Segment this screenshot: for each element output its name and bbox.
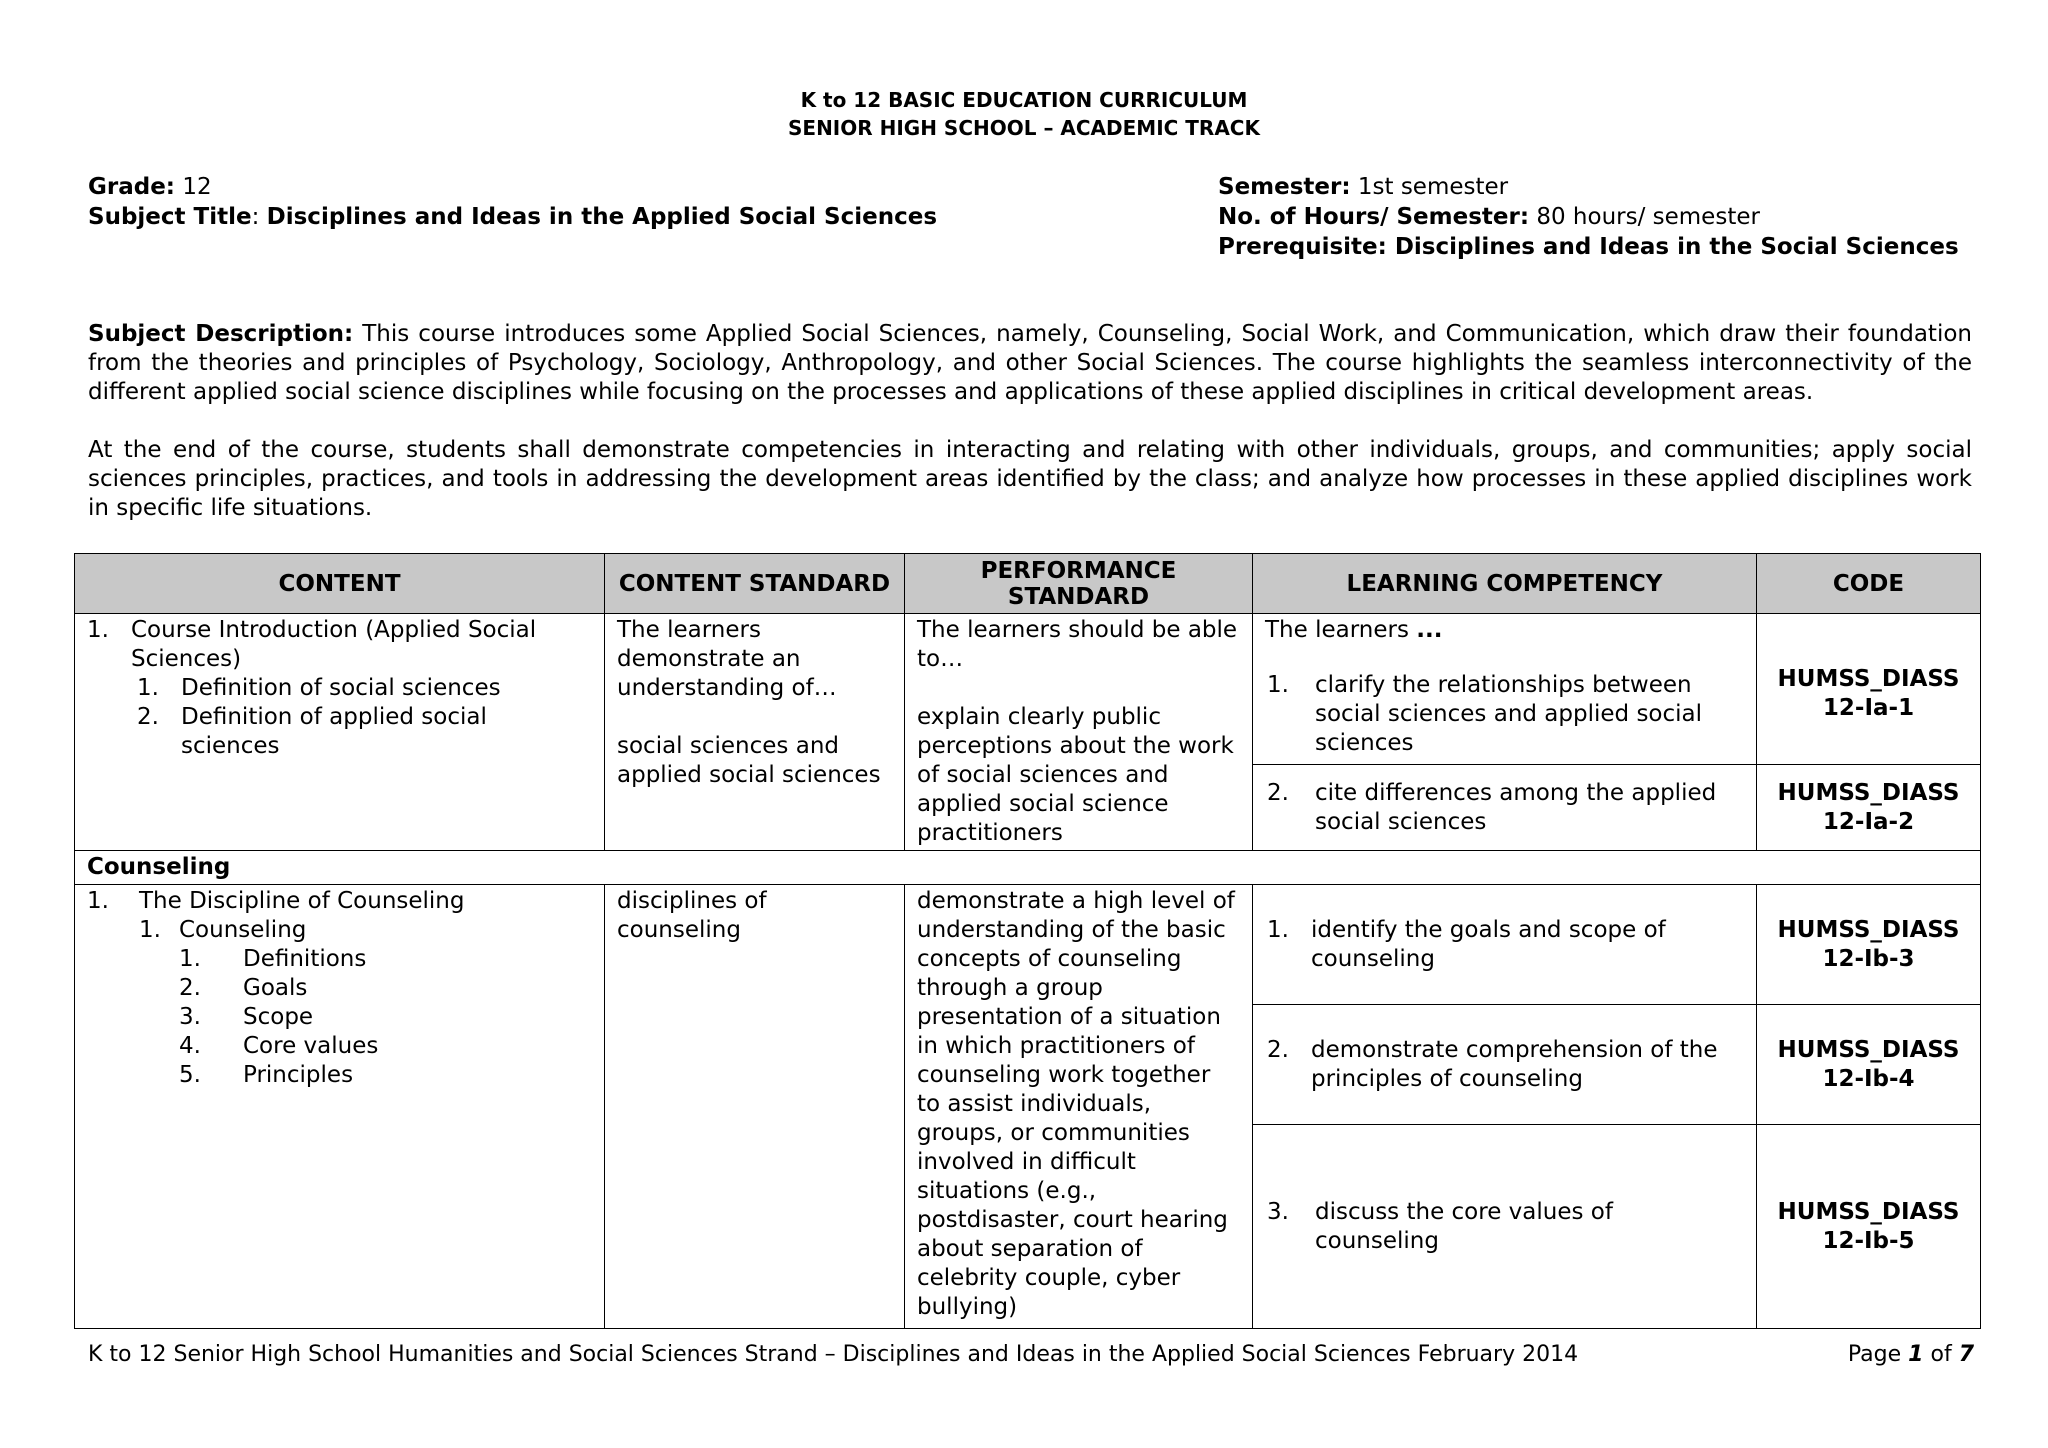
list-item: [179, 1032, 592, 1061]
page-number: 1: [1908, 1342, 1924, 1367]
competency-cell: [1253, 1125, 1757, 1329]
competency-item: [1265, 779, 1744, 837]
list-number: 1.: [139, 917, 161, 943]
list-text: Core values: [243, 1033, 379, 1059]
content-sublist: [137, 674, 592, 761]
code-prefix: HUMSS_DIASS: [1777, 666, 1960, 693]
table-row: [75, 885, 1981, 1005]
competency-item: [1265, 916, 1744, 974]
list-number: 1.: [87, 888, 109, 914]
document-header: [0, 86, 2048, 142]
list-item: [179, 945, 592, 974]
header-line-1: K to 12 BASIC EDUCATION CURRICULUM: [800, 88, 1248, 112]
code-suffix: 12-Ia-1: [1822, 695, 1915, 722]
semester-value: 1st semester: [1350, 174, 1509, 200]
code-suffix: 12-Ib-5: [1822, 1227, 1915, 1254]
competency-text: demonstrate comprehension of the principles of counseling: [1311, 1036, 1718, 1092]
lc-intro-text: The learners: [1265, 617, 1417, 643]
list-text: Definition of applied social sciences: [181, 704, 487, 759]
list-text: Counseling: [179, 917, 307, 943]
ps-intro: The learners should be able to…: [917, 617, 1238, 672]
cs-value: social sciences and applied social sciences: [617, 733, 881, 788]
code-prefix: HUMSS_DIASS: [1777, 916, 1960, 943]
list-number: 2.: [1267, 1036, 1289, 1063]
list-item: [137, 703, 592, 761]
prereq-line: [1218, 232, 1959, 262]
page-label: Page: [1847, 1342, 1909, 1367]
grade-label: Grade:: [88, 174, 176, 200]
description-text: This course introduces some Applied Social Sciences, namely, Counseling, Social Work, and Communication, which draw their foundation from the theories and principles of Psychology, Sociology, Anthropology, and other Social Sciences. The course highlights the seamless interconnectivity of the different applied social science disciplines while focusing on the processes and applications of these applied disciplines in critical development areas.: [88, 321, 1972, 405]
prereq-label: Prerequisite:: [1218, 234, 1387, 260]
list-item: [87, 616, 592, 761]
code-cell: [1757, 765, 1981, 851]
list-number: 5.: [179, 1062, 201, 1088]
header-learning-competency: LEARNING COMPETENCY: [1253, 554, 1757, 614]
prereq-value: Disciplines and Ideas in the Social Sciences: [1386, 234, 1959, 260]
header-content-standard: CONTENT STANDARD: [605, 554, 905, 614]
header-code: CODE: [1757, 554, 1981, 614]
subject-label: Subject Title: [88, 204, 252, 230]
content-title: Course Introduction (Applied Social Sciences): [131, 617, 537, 672]
code-prefix: HUMSS_DIASS: [1777, 1036, 1960, 1063]
header-line-2: SENIOR HIGH SCHOOL – ACADEMIC TRACK: [788, 116, 1260, 140]
ps-value: explain clearly public perceptions about the work of social sciences and applied social science practitioners: [917, 704, 1234, 846]
list-text: Definitions: [243, 946, 367, 972]
curriculum-table: [74, 553, 1981, 1329]
subject-line: [88, 202, 937, 232]
grade-value: 12: [175, 174, 212, 200]
performance-standard-cell: [905, 885, 1253, 1329]
code-cell: [1757, 614, 1981, 765]
subject-colon: :: [251, 204, 267, 230]
list-item: [87, 887, 592, 1090]
list-number: 3.: [1267, 1198, 1289, 1225]
performance-standard-cell: [905, 614, 1253, 851]
list-number: 1.: [1267, 672, 1289, 698]
list-number: 1.: [1267, 916, 1289, 943]
list-number: 2.: [137, 704, 159, 730]
code-cell: [1757, 1005, 1981, 1125]
competency-item: [1265, 1036, 1744, 1094]
subject-description: [88, 320, 1972, 407]
list-text: Goals: [243, 975, 308, 1001]
list-item: [139, 916, 592, 1090]
content-cell: [75, 614, 605, 851]
code-prefix: HUMSS_DIASS: [1777, 779, 1960, 806]
content-standard-cell: [605, 885, 905, 1329]
semester-label: Semester:: [1218, 174, 1351, 200]
content-list: [87, 616, 592, 761]
code-suffix: 12-Ib-4: [1822, 1065, 1915, 1092]
content-subsublist: [179, 945, 592, 1090]
list-text: Scope: [243, 1004, 314, 1030]
header-performance-standard: PERFORMANCE STANDARD: [905, 554, 1253, 614]
lc-intro: [1265, 616, 1744, 645]
competency-text: discuss the core values of counseling: [1315, 1198, 1613, 1254]
hours-line: [1218, 202, 1959, 232]
hours-label: No. of Hours/ Semester:: [1218, 204, 1530, 230]
meta-left: [88, 172, 937, 232]
grade-line: [88, 172, 937, 202]
page-total: 7: [1958, 1342, 1974, 1367]
competency-cell: [1253, 1005, 1757, 1125]
code-suffix: 12-Ia-2: [1822, 808, 1915, 835]
meta-right: [1218, 172, 1959, 262]
code-cell: [1757, 885, 1981, 1005]
page-of: of: [1923, 1342, 1959, 1367]
hours-value: 80 hours/ semester: [1529, 204, 1760, 230]
lc-intro-dots: ...: [1416, 617, 1443, 643]
list-number: 2.: [179, 975, 201, 1001]
footer-text: K to 12 Senior High School Humanities and Social Sciences Strand – Disciplines and Ideas in the Applied Social Sciences February 2014: [88, 1342, 1579, 1367]
list-number: 3.: [179, 1004, 201, 1030]
code-prefix: HUMSS_DIASS: [1777, 1198, 1960, 1225]
competency-text: clarify the relationships between social sciences and applied social sciences: [1315, 672, 1703, 756]
section-counseling: Counseling: [75, 851, 1981, 885]
competency-text: cite differences among the applied social sciences: [1315, 779, 1717, 835]
list-item: [179, 1003, 592, 1032]
competency-cell: [1253, 885, 1757, 1005]
list-number: 1.: [87, 617, 109, 643]
content-title: The Discipline of Counseling: [139, 888, 465, 914]
semester-line: [1218, 172, 1959, 202]
list-number: 4.: [179, 1033, 201, 1059]
competency-item: [1265, 1198, 1744, 1256]
cs-intro: The learners demonstrate an understanding of…: [617, 617, 837, 701]
content-standard-cell: [605, 614, 905, 851]
description-label: Subject Description:: [88, 321, 354, 347]
table-row: [75, 614, 1981, 765]
list-item: [137, 674, 592, 703]
competency-item: [1265, 671, 1744, 758]
list-text: Definition of social sciences: [181, 675, 501, 701]
list-number: 1.: [179, 946, 201, 972]
page-indicator: [1848, 1340, 1974, 1369]
subject-value: Disciplines and Ideas in the Applied Social Sciences: [266, 204, 938, 230]
list-number: 1.: [137, 675, 159, 701]
list-item: [179, 1061, 592, 1090]
cs-value: disciplines of counseling: [617, 888, 767, 943]
ps-value: demonstrate a high level of understanding of the basic concepts of counseling through a group presentation of a situation in which practitioners of counseling work together to assist individuals, groups, or communities involved in difficult situations (e.g., postdisaster, court hearing about separation of celebrity couple, cyber bullying): [917, 888, 1235, 1320]
code-suffix: 12-Ib-3: [1822, 945, 1915, 972]
header-content: CONTENT: [75, 554, 605, 614]
list-number: 2.: [1267, 779, 1289, 806]
content-cell: [75, 885, 605, 1329]
table-header-row: [75, 554, 1981, 614]
competency-cell: [1253, 614, 1757, 765]
code-cell: [1757, 1125, 1981, 1329]
content-list: [87, 887, 592, 1090]
content-sublist: [139, 916, 592, 1090]
course-outcome: At the end of the course, students shall demonstrate competencies in interacting and relating with other individuals, groups, and communities; apply social sciences principles, practices, and tools in addressing the development areas identified by the class; and analyze how processes in these applied disciplines work in specific life situations.: [88, 437, 1972, 521]
list-item: [179, 974, 592, 1003]
competency-text: identify the goals and scope of counseling: [1311, 916, 1666, 972]
competency-cell: [1253, 765, 1757, 851]
list-text: Principles: [243, 1062, 354, 1088]
section-row: [75, 851, 1981, 885]
